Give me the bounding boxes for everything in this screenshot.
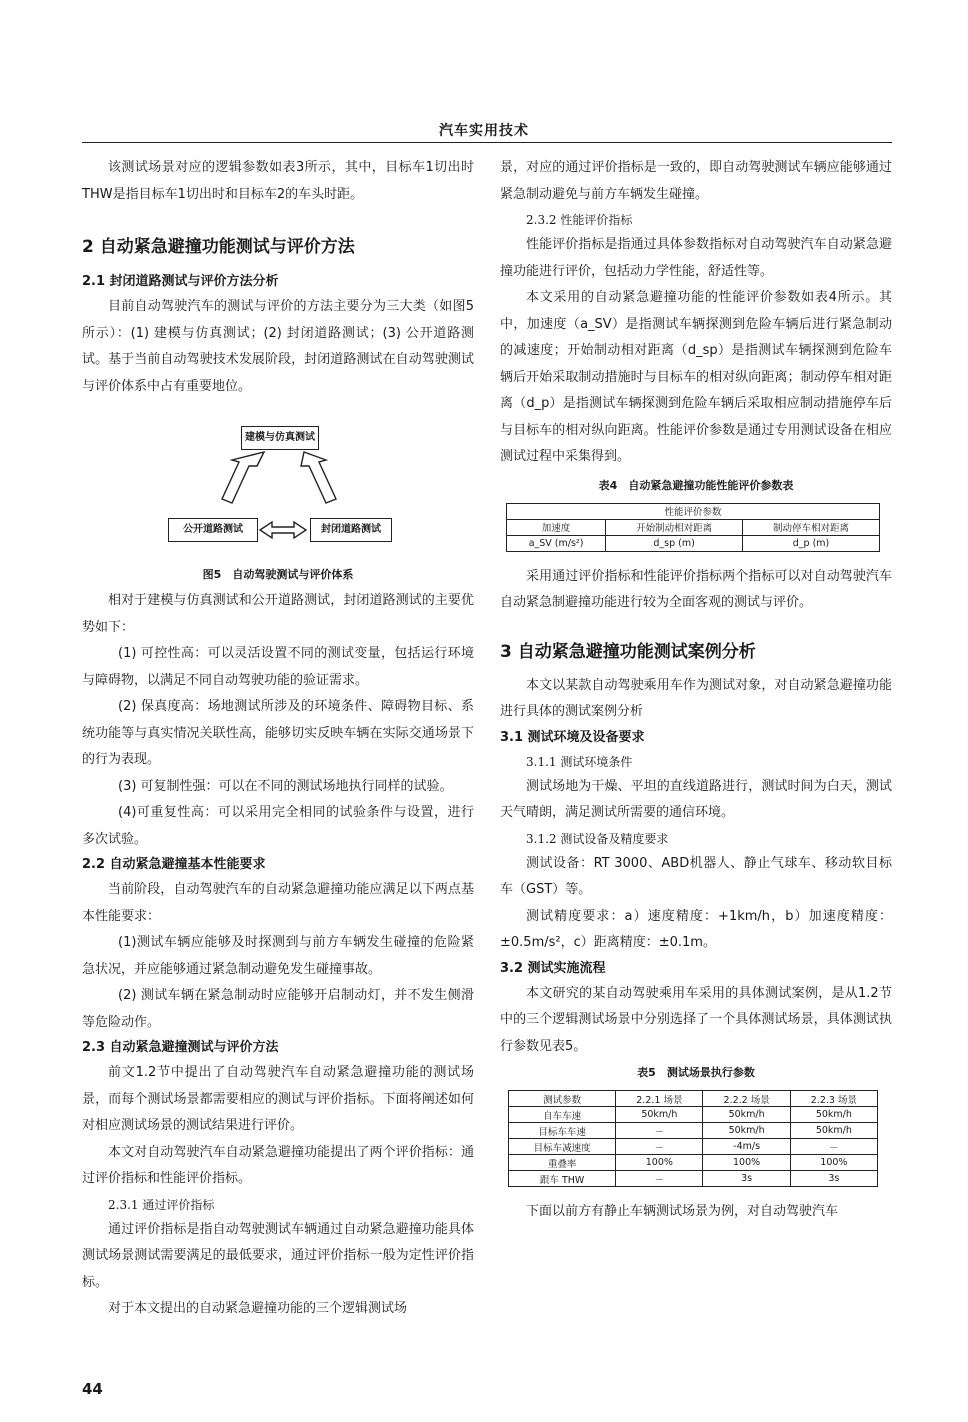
paragraph: (4)可重复性高：可以采用完全相同的试验条件与设置，进行多次试验。 xyxy=(82,805,474,847)
table-row xyxy=(509,1107,878,1123)
table-cell: 3s xyxy=(703,1171,790,1187)
subsubsection-heading: 3.1.2 测试设备及精度要求 xyxy=(526,831,669,846)
paragraph: 该测试场景对应的逻辑参数如表3所示，其中，目标车1切出时THW是指目标车1切出时和目标车2的车头时距。 xyxy=(82,160,474,202)
paragraph: 目前自动驾驶汽车的测试与评价的方法主要分为三大类（如图5所示）：(1) 建模与仿真测试；(2) 封闭道路测试；(3) 公开道路测试。基于当前自动驾驶技术发展阶段，封闭道路测试在自动驾驶测试与评价体系中占有重要地位。 xyxy=(82,299,474,394)
paragraph: 采用通过评价指标和性能评价指标两个指标可以对自动驾驶汽车自动紧急制避撞功能进行较为全面客观的测试与评价。 xyxy=(500,568,892,610)
journal-header: 汽车实用技术 xyxy=(439,123,529,139)
subsection-heading: 2.1 封闭道路测试与评价方法分析 xyxy=(82,274,279,289)
arrow-double-horizontal xyxy=(260,522,306,538)
table-cell: － xyxy=(616,1123,703,1139)
table-header-cell: 加速度 xyxy=(507,519,606,535)
table-header-cell: 2.2.2 场景 xyxy=(703,1091,790,1107)
table-cell: 目标车减速度 xyxy=(509,1139,616,1155)
table-cell: 50km/h xyxy=(790,1123,877,1139)
table-cell: 50km/h xyxy=(616,1107,703,1123)
paragraph: 景，对应的通过评价指标是一致的，即自动驾驶测试车辆应能够通过紧急制动避免与前方车辆发生碰撞。 xyxy=(500,160,892,202)
paragraph: 本文研究的某自动驾驶乘用车采用的具体测试案例，是从1.2节中的三个逻辑测试场景中分别选择了一个具体测试场景，具体测试执行参数见表5。 xyxy=(500,985,892,1054)
arrow-up-right xyxy=(301,452,336,503)
subsubsection-heading: 2.3.1 通过评价指标 xyxy=(108,1197,215,1212)
table-cell: 100% xyxy=(790,1155,877,1171)
box-public-road: 公开道路测试 xyxy=(168,518,258,542)
table-caption: 表5 测试场景执行参数 xyxy=(637,1066,755,1079)
left-column xyxy=(82,155,474,1323)
subsection-heading: 2.3 自动紧急避撞测试与评价方法 xyxy=(82,1040,279,1055)
subsection-heading: 3.1 测试环境及设备要求 xyxy=(500,729,645,745)
table-cell: 3s xyxy=(790,1171,877,1187)
figure-caption: 图5 自动驾驶测试与评价体系 xyxy=(202,568,354,581)
table-row xyxy=(509,1171,878,1187)
table-header-cell: 制动停车相对距离 xyxy=(743,519,880,535)
paragraph: (1) 可控性高：可以灵活设置不同的测试变量，包括运行环境与障碍物，以满足不同自动驾驶功能的验证需求。 xyxy=(82,646,474,688)
table-cell: 100% xyxy=(703,1155,790,1171)
subsubsection-heading: 2.3.2 性能评价指标 xyxy=(526,213,633,227)
subsection-heading: 2.2 自动紧急避撞基本性能要求 xyxy=(82,857,266,872)
right-column xyxy=(500,155,892,1226)
paragraph: (2) 测试车辆在紧急制动时应能够开启制动灯，并不发生侧滑等危险动作。 xyxy=(82,988,474,1030)
page-number: 44 xyxy=(82,1380,103,1398)
paragraph: 本文采用的自动紧急避撞功能的性能评价参数如表4所示。其中，加速度（a_SV）是指测试车辆探测到危险车辆后进行紧急制动的减速度；开始制动相对距离（d_sp）是指测试车辆探测到危险车辆后开始采取制动措施时与目标车的相对纵向距离；制动停车相对距离（d_p）是指测试车辆探测到危险车辆后采取相应制动措施停车后与目标车的相对纵向距离。性能评价参数是通过专用测试设备在相应测试过程中采集得到。 xyxy=(500,290,892,464)
table-cell: 50km/h xyxy=(703,1123,790,1139)
table-row xyxy=(509,1155,878,1171)
table-4 xyxy=(506,503,880,552)
table-header-cell: 测试参数 xyxy=(509,1091,616,1107)
paragraph: 相对于建模与仿真测试和公开道路测试，封闭道路测试的主要优势如下： xyxy=(82,593,474,635)
table-header-cell: 2.2.1 场景 xyxy=(616,1091,703,1107)
table-row xyxy=(509,1123,878,1139)
section-heading: 2 自动紧急避撞功能测试与评价方法 xyxy=(82,237,355,257)
table-5 xyxy=(508,1090,878,1187)
box-closed-road: 封闭道路测试 xyxy=(310,518,392,542)
box-modeling-simulation: 建模与仿真测试 xyxy=(241,426,319,450)
header-rule xyxy=(82,142,892,143)
table-cell: 50km/h xyxy=(703,1107,790,1123)
subsubsection-heading: 3.1.1 测试环境条件 xyxy=(526,754,633,769)
table-header-cell: 2.2.3 场景 xyxy=(790,1091,877,1107)
section-heading: 3 自动紧急避撞功能测试案例分析 xyxy=(500,641,756,662)
table-row xyxy=(509,1139,878,1155)
figure-5 xyxy=(82,410,474,560)
paragraph: 当前阶段，自动驾驶汽车的自动紧急避撞功能应满足以下两点基本性能要求： xyxy=(82,882,474,924)
table-group-header: 性能评价参数 xyxy=(507,503,880,519)
paragraph: (2) 保真度高：场地测试所涉及的环境条件、障碍物目标、系统功能等与真实情况关联性高，能够切实反映车辆在实际交通场景下的行为表现。 xyxy=(82,699,474,767)
arrow-up-left xyxy=(222,452,264,503)
table-cell: － xyxy=(790,1139,877,1155)
table-cell: a_SV (m/s²) xyxy=(507,535,606,551)
table-caption: 表4 自动紧急避撞功能性能评价参数表 xyxy=(598,478,794,492)
paragraph: 对于本文提出的自动紧急避撞功能的三个逻辑测试场 xyxy=(108,1301,408,1316)
table-cell: d_p (m) xyxy=(743,535,880,551)
paragraph: 性能评价指标是指通过具体参数指标对自动驾驶汽车自动紧急避撞功能进行评价，包括动力学性能，舒适性等。 xyxy=(500,237,892,279)
table-cell: 50km/h xyxy=(790,1107,877,1123)
paragraph: (3) 可复制性强：可以在不同的测试场地执行同样的试验。 xyxy=(118,778,453,794)
paragraph: 测试设备：RT 3000、ABD机器人、静止气球车、移动软目标车（GST）等。 xyxy=(500,855,892,897)
table-cell: d_sp (m) xyxy=(606,535,743,551)
table-cell: -4m/s xyxy=(703,1139,790,1155)
paragraph: 本文以某款自动驾驶乘用车作为测试对象，对自动紧急避撞功能进行具体的测试案例分析 xyxy=(500,677,892,719)
table-cell: 自车车速 xyxy=(509,1107,616,1123)
table-cell: － xyxy=(616,1171,703,1187)
paragraph: (1)测试车辆应能够及时探测到与前方车辆发生碰撞的危险紧急状况，并应能够通过紧急制动避免发生碰撞事故。 xyxy=(82,935,474,977)
table-cell: 100% xyxy=(616,1155,703,1171)
table-cell: 目标车车速 xyxy=(509,1123,616,1139)
table-cell: 跟车 THW xyxy=(509,1171,616,1187)
table-cell: 重叠率 xyxy=(509,1155,616,1171)
subsection-heading: 3.2 测试实施流程 xyxy=(500,960,606,976)
paragraph: 测试精度要求：a）速度精度：+1km/h，b）加速度精度：±0.5m/s²，c）距离精度：±0.1m。 xyxy=(500,908,892,950)
paragraph: 本文对自动驾驶汽车自动紧急避撞功能提出了两个评价指标：通过评价指标和性能评价指标。 xyxy=(82,1144,474,1186)
table-header-cell: 开始制动相对距离 xyxy=(606,519,743,535)
paragraph: 前文1.2节中提出了自动驾驶汽车自动紧急避撞功能的测试场景，而每个测试场景都需要相应的测试与评价指标。下面将阐述如何对相应测试场景的测试结果进行评价。 xyxy=(82,1065,474,1133)
paragraph: 下面以前方有静止车辆测试场景为例，对自动驾驶汽车 xyxy=(526,1204,839,1219)
paragraph: 测试场地为干燥、平坦的直线道路进行，测试时间为白天，测试天气晴朗，满足测试所需要的通信环境。 xyxy=(500,778,892,820)
table-cell: － xyxy=(616,1139,703,1155)
paragraph: 通过评价指标是指自动驾驶测试车辆通过自动紧急避撞功能具体测试场景测试需要满足的最低要求，通过评价指标一般为定性评价指标。 xyxy=(82,1221,474,1290)
